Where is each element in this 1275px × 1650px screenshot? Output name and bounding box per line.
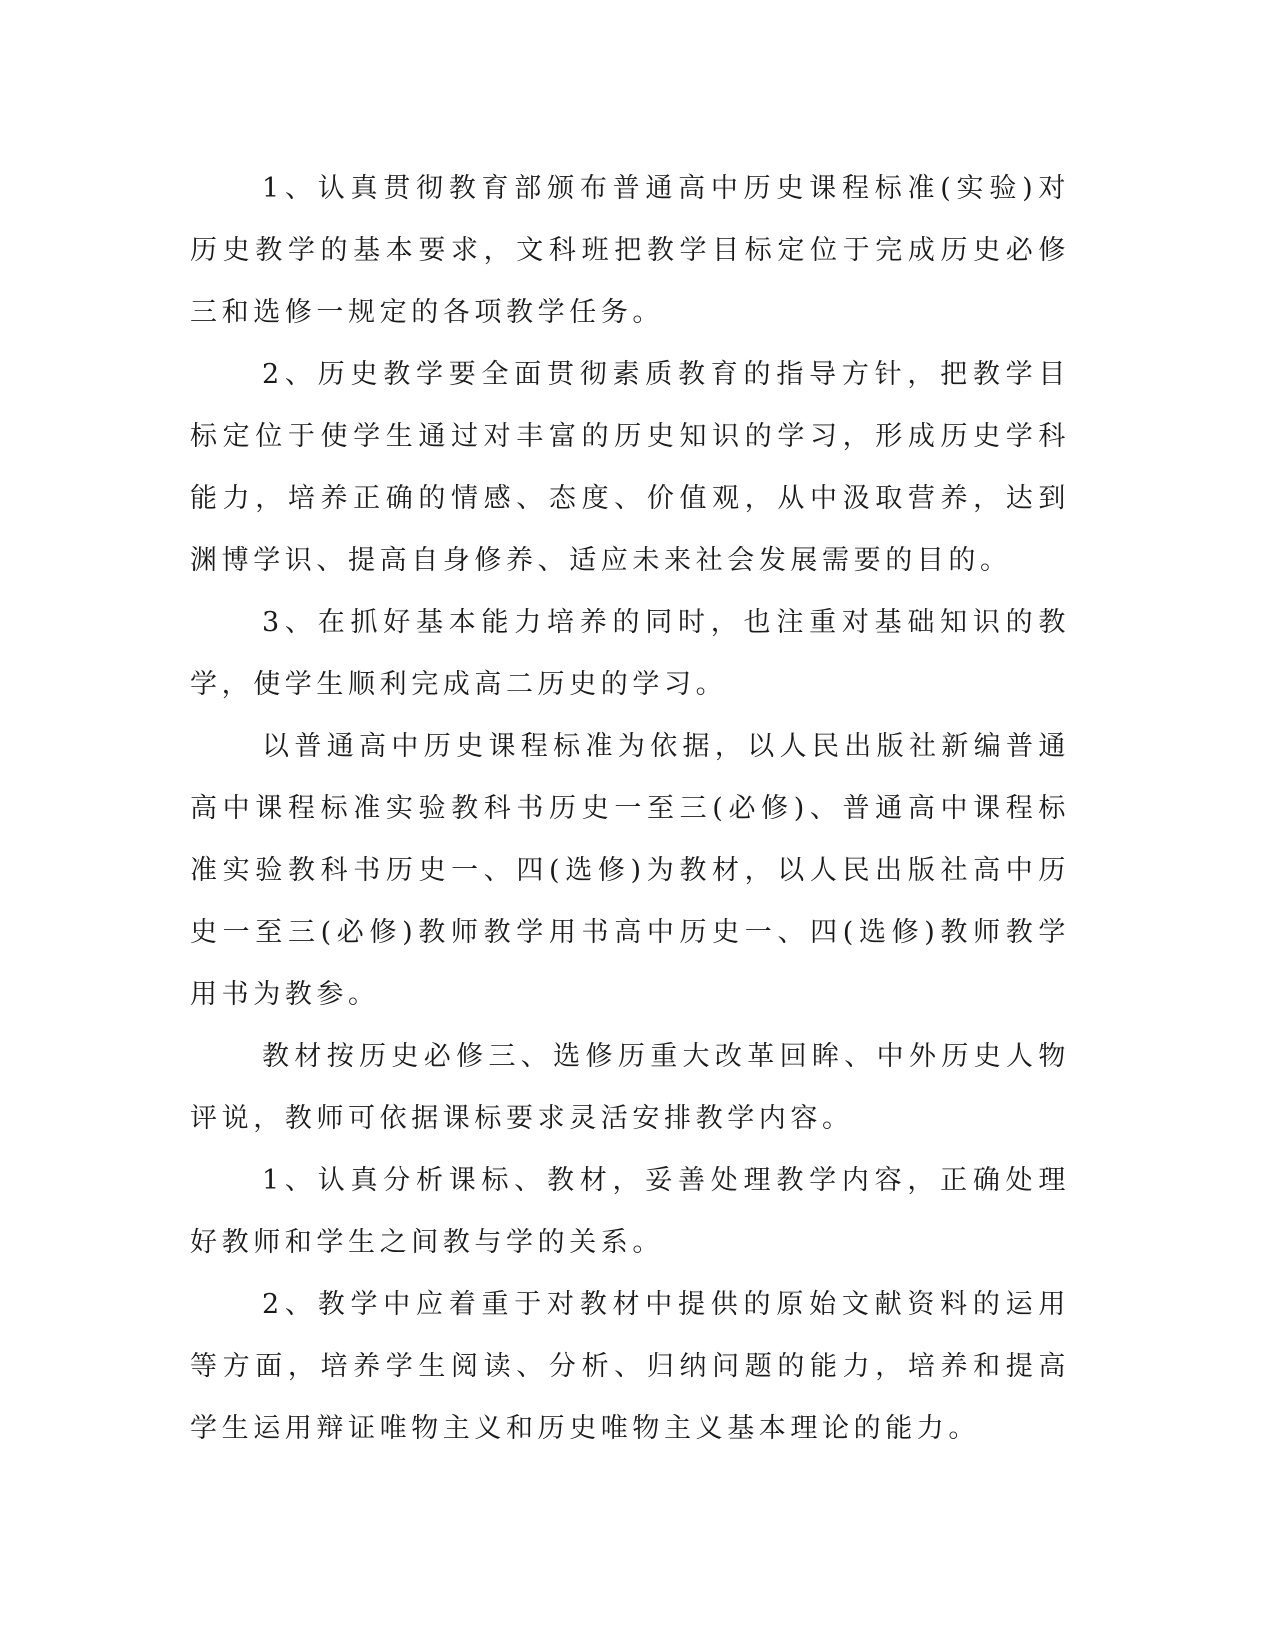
paragraph-measure-1: 1、认真分析课标、教材，妥善处理教学内容，正确处理好教师和学生之间教与学的关系。 — [190, 1165, 1070, 1258]
paragraph-measure-2: 2、教学中应着重于对教材中提供的原始文献资料的运用等方面，培养学生阅读、分析、归纳问题的能力，培养和提高学生运用辩证唯物主义和历史唯物主义基本理论的能力。 — [190, 1289, 1070, 1444]
paragraph-content-arrangement: 教材按历史必修三、选修历重大改革回眸、中外历史人物评说，教师可依据课标要求灵活安排教学内容。 — [190, 1041, 1070, 1134]
paragraph-textbooks: 以普通高中历史课程标准为依据，以人民出版社新编普通高中课程标准实验教科书历史一至三(必修)、普通高中课程标准实验教科书历史一、四(选修)为教材，以人民出版社高中历史一至三(必修)教师教学用书高中历史一、四(选修)教师教学用书为教参。 — [190, 731, 1070, 1010]
paragraph-objective-1: 1、认真贯彻教育部颁布普通高中历史课程标准(实验)对历史教学的基本要求，文科班把教学目标定位于完成历史必修三和选修一规定的各项教学任务。 — [190, 173, 1070, 328]
paragraph-objective-3: 3、在抓好基本能力培养的同时，也注重对基础知识的教学，使学生顺利完成高二历史的学习。 — [190, 607, 1070, 700]
document-body — [190, 158, 1070, 1460]
paragraph-objective-2: 2、历史教学要全面贯彻素质教育的指导方针，把教学目标定位于使学生通过对丰富的历史知识的学习，形成历史学科能力，培养正确的情感、态度、价值观，从中汲取营养，达到渊博学识、提高自身修养、适应未来社会发展需要的目的。 — [190, 359, 1070, 576]
